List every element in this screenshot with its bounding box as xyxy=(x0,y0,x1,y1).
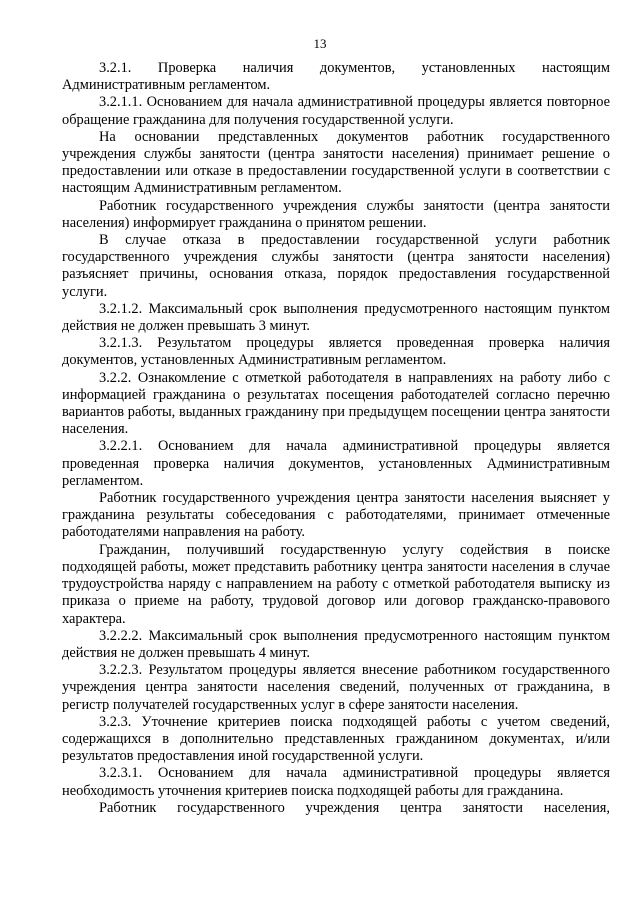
paragraph: 3.2.2. Ознакомление с отметкой работодателя в направлениях на работу либо с информацией гражданина о результатах посещения работодателей согласно перечню вариантов работы, выданных гражданину при предыдущем посещении центра занятости населения. xyxy=(62,369,610,438)
paragraph: На основании представленных документов работник государственного учреждения службы занятости (центра занятости населения) принимает решение о предоставлении или отказе в предоставлении государственной услуги в соответствии с настоящим Административным регламентом. xyxy=(62,128,610,197)
paragraph: 3.2.3.1. Основанием для начала административной процедуры является необходимость уточнения критериев поиска подходящей работы для гражданина. xyxy=(62,765,610,799)
page-number: 13 xyxy=(313,36,327,51)
paragraph: 3.2.2.1. Основанием для начала административной процедуры является проведенная проверка наличия документов, установленных Административным регламентом. xyxy=(62,438,610,489)
paragraph: 3.2.3. Уточнение критериев поиска подходящей работы с учетом сведений, содержащихся в дополнительно представленных гражданином документах, и/или результатов предоставления иной государственной услуги. xyxy=(62,713,610,765)
paragraph: 3.2.1.2. Максимальный срок выполнения предусмотренного настоящим пунктом действия не должен превышать 3 минут. xyxy=(62,300,610,335)
paragraph: В случае отказа в предоставлении государственной услуги работник государственного учреждения службы занятости (центра занятости населения) разъясняет причины, основания отказа, порядок предоставления государственной услуги. xyxy=(62,232,610,300)
paragraph: Работник государственного учреждения центра занятости населения выясняет у гражданина результаты собеседования с работодателями, принимает отмеченные работодателями направления на работу. xyxy=(62,490,610,541)
paragraph: Работник государственного учреждения службы занятости (центра занятости населения) информирует гражданина о принятом решении. xyxy=(62,197,610,231)
paragraph: 3.2.2.2. Максимальный срок выполнения предусмотренного настоящим пунктом действия не должен превышать 4 минут. xyxy=(62,627,610,661)
paragraph: Гражданин, получивший государственную услугу содействия в поиске подходящей работы, может представить работнику центра занятости населения в случае трудоустройства наряду с направлением на работу с отметкой работодателя выписку из приказа о приеме на работу, трудовой договор или договор гражданско-правового характера. xyxy=(62,541,610,627)
paragraph: 3.2.1. Проверка наличия документов, установленных настоящим Административным регламентом. xyxy=(62,60,610,94)
paragraph: 3.2.2.3. Результатом процедуры является внесение работником государственного учреждения центра занятости населения сведений, полученных от гражданина, в регистр получателей государственных услуг в сфере занятости населения. xyxy=(62,662,610,713)
paragraph: Работник государственного учреждения центра занятости населения, xyxy=(99,799,610,816)
document-body xyxy=(62,60,610,817)
paragraph: 3.2.1.1. Основанием для начала административной процедуры является повторное обращение гражданина для получения государственной услуги. xyxy=(62,94,610,128)
paragraph: 3.2.1.3. Результатом процедуры является проведенная проверка наличия документов, установленных Административным регламентом. xyxy=(62,335,610,369)
